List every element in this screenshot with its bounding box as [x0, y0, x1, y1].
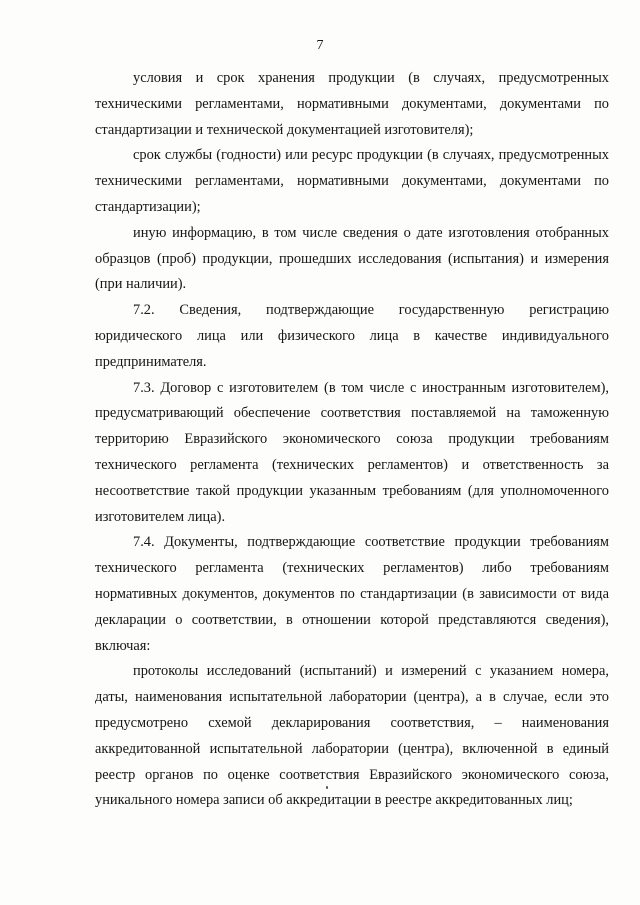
- paragraph-section-7-2: 7.2. Сведения, подтверждающие государственную регистрацию юридического лица или физического лица в качестве индивидуального предпринимателя.: [95, 302, 609, 370]
- paragraph-service-life: срок службы (годности) или ресурс продукции (в случаях, предусмотренных техническими регламентами, нормативными документами, документами по стандартизации);: [95, 147, 609, 215]
- page-number: 7: [316, 38, 324, 53]
- paragraph-storage-conditions: условия и срок хранения продукции (в случаях, предусмотренных техническими регламентами, нормативными документами, документами по стандартизации и технической документацией изготовителя);: [95, 70, 609, 138]
- paragraph-test-protocols: протоколы исследований (испытаний) и измерений с указанием номера, даты, наименования испытательной лаборатории (центра), а в случае, если это предусмотрено схемой декларирования соответствия, – наименования аккредитованной испытательной лаборатории (центра), включенной в единый реестр органов по оценке соответствия Евразийского экономического союза, уникального номера записи об аккредитации в реестре аккредитованных лиц;: [95, 663, 609, 809]
- page-body: [95, 66, 609, 814]
- scan-speck: [326, 786, 328, 789]
- paragraph-other-info: иную информацию, в том числе сведения о дате изготовления отобранных образцов (проб) продукции, прошедших исследования (испытания) и измерения (при наличии).: [95, 224, 609, 293]
- paragraph-section-7-4: 7.4. Документы, подтверждающие соответствие продукции требованиям технического регламента (технических регламентов) либо требованиям нормативных документов, документов по стандартизации (в зависимости от вида декларации о соответствии, в отношении которой представляются сведения), включая:: [95, 534, 609, 654]
- paragraph-section-7-3: 7.3. Договор с изготовителем (в том числе с иностранным изготовителем), предусматривающий обеспечение соответствия поставляемой на таможенную территорию Евразийского экономического союза продукции требованиям технического регламента (технических регламентов) и ответственность за несоответствие такой продукции указанным требованиям (для уполномоченного изготовителем лица).: [95, 379, 609, 525]
